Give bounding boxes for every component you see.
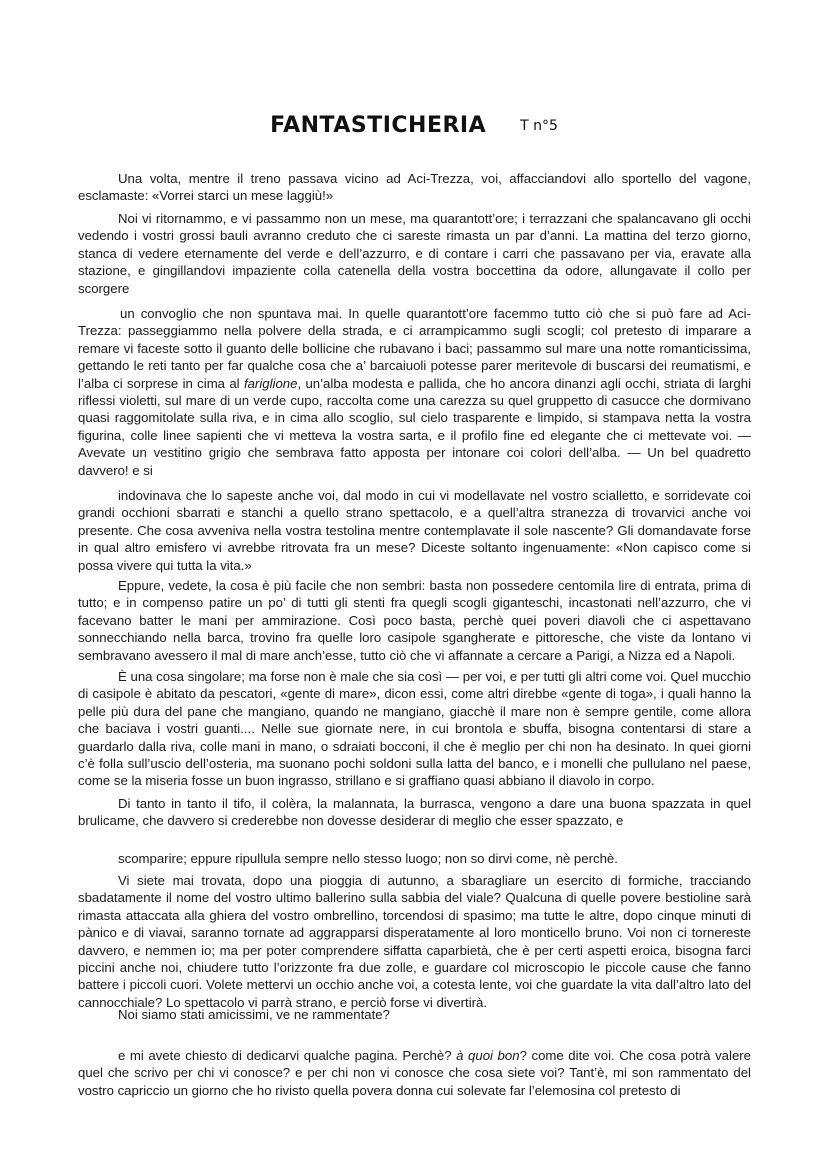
- paragraph: scomparire; eppure ripullula sempre nello stesso luogo; non so dirvi come, nè perchè.: [118, 851, 618, 866]
- title-row: [0, 113, 828, 138]
- document-title: FANTASTICHERIA: [270, 113, 487, 138]
- paragraph: Vi siete mai trovata, dopo una pioggia di autunno, a sbaragliare un esercito di formiche, tracciando sbadatamente il nome del vostro ultimo ballerino sulla sabbia del viale? Qualcuna di quelle povere bestioline sarà rimasta attaccata alla ghiera del vostro ombrellino, torcendosi di spasimo; ma tutte le altre, dopo cinque minuti di pànico e di viavai, saranno tornate ad aggrapparsi disperatamente al loro monticello bruno. Voi non ci tornereste davvero, e nemmen io; ma per poter comprendere siffatta caparbietà, che è per certi aspetti eroica, bisogna farci piccini anche noi, chiudere tutto l’orizzonte fra due zolle, e guardare col microscopio le piccole cause che fanno battere i piccoli cuori. Volete mettervi un occhio anche voi, a cotesta lente, voi che guardate la vita dall’altro lato del cannocchiale? Lo spettacolo vi parrà strano, e perciò forse vi divertirà.: [78, 873, 751, 1010]
- italic-word: fariglione: [243, 375, 298, 391]
- paragraph: Noi siamo stati amicissimi, ve ne rammentate?: [118, 1007, 390, 1022]
- paragraph: Di tanto in tanto il tifo, il colèra, la malannata, la burrasca, vengono a dare una buona spazzata in quel brulicame, che davvero si crederebbe non dovesse desiderar di meglio che esser spazzato, e: [78, 796, 751, 829]
- paragraph: un convoglio che non spuntava mai. In quelle quarantott’ore facemmo tutto ciò che si può fare ad Aci-Trezza: passeggiammo nella polvere della strada, e ci arrampicammo sugli scogli; col pretesto di imparare a remare vi faceste sotto il guanto delle bollicine che rubavano i baci; passammo sul mare una notte romanticissima, gettando le reti tanto per far qualche cosa che a’ barcaiuoli potesse parer meritevole di buscarsi dei reumatismi, e l’alba ci sorprese in cima al fariglione, un’alba modesta e pallida, che ho ancora dinanzi agli occhi, striata di larghi riflessi violetti, sul mare di un verde cupo, raccolta come una carezza su quel gruppetto di casucce che dormivano quasi raggomitolate sulla riva, e in cima allo scoglio, sul cielo trasparente e limpido, si stampava netta la vostra figurina, colle linee sapienti che vi metteva la vostra sarta, e il profilo fine ed elegante che ci mettevate voi. — Avevate un vestitino grigio che sembrava fatto apposta per intonare coi colori dell’alba. — Un bel quadretto davvero! e si: [78, 306, 752, 478]
- paragraph: e mi avete chiesto di dedicarvi qualche pagina. Perchè? à quoi bon? come dite voi. Che cosa potrà valere quel che scrivo per chi vi conosce? e per chi non vi conosce che cosa siete voi? Tant’è, mi son rammentato del vostro capriccio un giorno che ho rivisto quella povera donna cui solevate far l’elemosina col pretesto di: [78, 1048, 751, 1098]
- italic-word: à quoi bon: [456, 1048, 520, 1063]
- paragraph: Eppure, vedete, la cosa è più facile che non sembri: basta non possedere centomila lire di entrata, prima di tutto; e in compenso patire un po’ di tutti gli stenti fra quegli scogli giganteschi, incastonati nell’azzurro, che vi facevano batter le mani per ammirazione. Così poco basta, perchè quei poveri diavoli che ci aspettavano sonnecchiando nella barca, trovino fra quelle loro casipole sgangherate e pittoresche, che viste da lontano vi sembravano avessero il mal di mare anch’esse, tutto ciò che vi affannate a cercare a Parigi, a Nizza ed a Napoli.: [78, 578, 751, 663]
- paragraph: È una cosa singolare; ma forse non è male che sia così — per voi, e per tutti gli altri come voi. Quel mucchio di casipole è abitato da pescatori, «gente di mare», dicon essi, come altri direbbe «gente di toga», i quali hanno la pelle più dura del pane che mangiano, quando ne mangiano, giacchè il mare non è sempre gentile, come allora che baciava i vostri guanti.... Nelle sue giornate nere, in cui brontola e sbuffa, bisogna contentarsi di stare a guardarlo dalla riva, colle mani in mano, o sdraiati bocconi, il che è meglio per chi non ha desinato. In quei giorni c’è folla sull’uscio dell’osteria, ma suonano pochi soldoni sulla latta del banco, e i monelli che pullulano nel paese, come se la miseria fosse un buon ingrasso, strillano e si graffiano quasi abbiano il diavolo in corpo.: [78, 669, 751, 789]
- document-subtitle: T n°5: [520, 118, 558, 134]
- paragraph: indovinava che lo sapeste anche voi, dal modo in cui vi modellavate nel vostro scialletto, e sorridevate coi grandi occhioni sbarrati e stanchi a quello strano spettacolo, e a quell’altra stranezza di trovarvici anche voi presente. Che cosa avveniva nella vostra testolina mentre contemplavate il sole nascente? Gli domandavate forse in qual altro emisfero vi avrebbe ritrovata fra un mese? Diceste soltanto ingenuamente: «Non capisco come si possa vivere qui tutta la vita.»: [78, 488, 751, 573]
- paragraph: Noi vi ritornammo, e vi passammo non un mese, ma quarantott’ore; i terrazzani che spalancavano gli occhi vedendo i vostri grossi bauli avranno creduto che ci sareste rimasta un par d’anni. La mattina del terzo giorno, stanca di vedere eternamente del verde e dell’azzurro, e di contare i carri che passavano per via, eravate alla stazione, e gingillandovi impaziente colla catenella della vostra boccettina da odore, allungavate il collo per scorgere: [78, 211, 751, 296]
- paragraph: Una volta, mentre il treno passava vicino ad Aci-Trezza, voi, affacciandovi allo sportello del vagone, esclamaste: «Vorrei starci un mese laggiù!»: [78, 171, 751, 204]
